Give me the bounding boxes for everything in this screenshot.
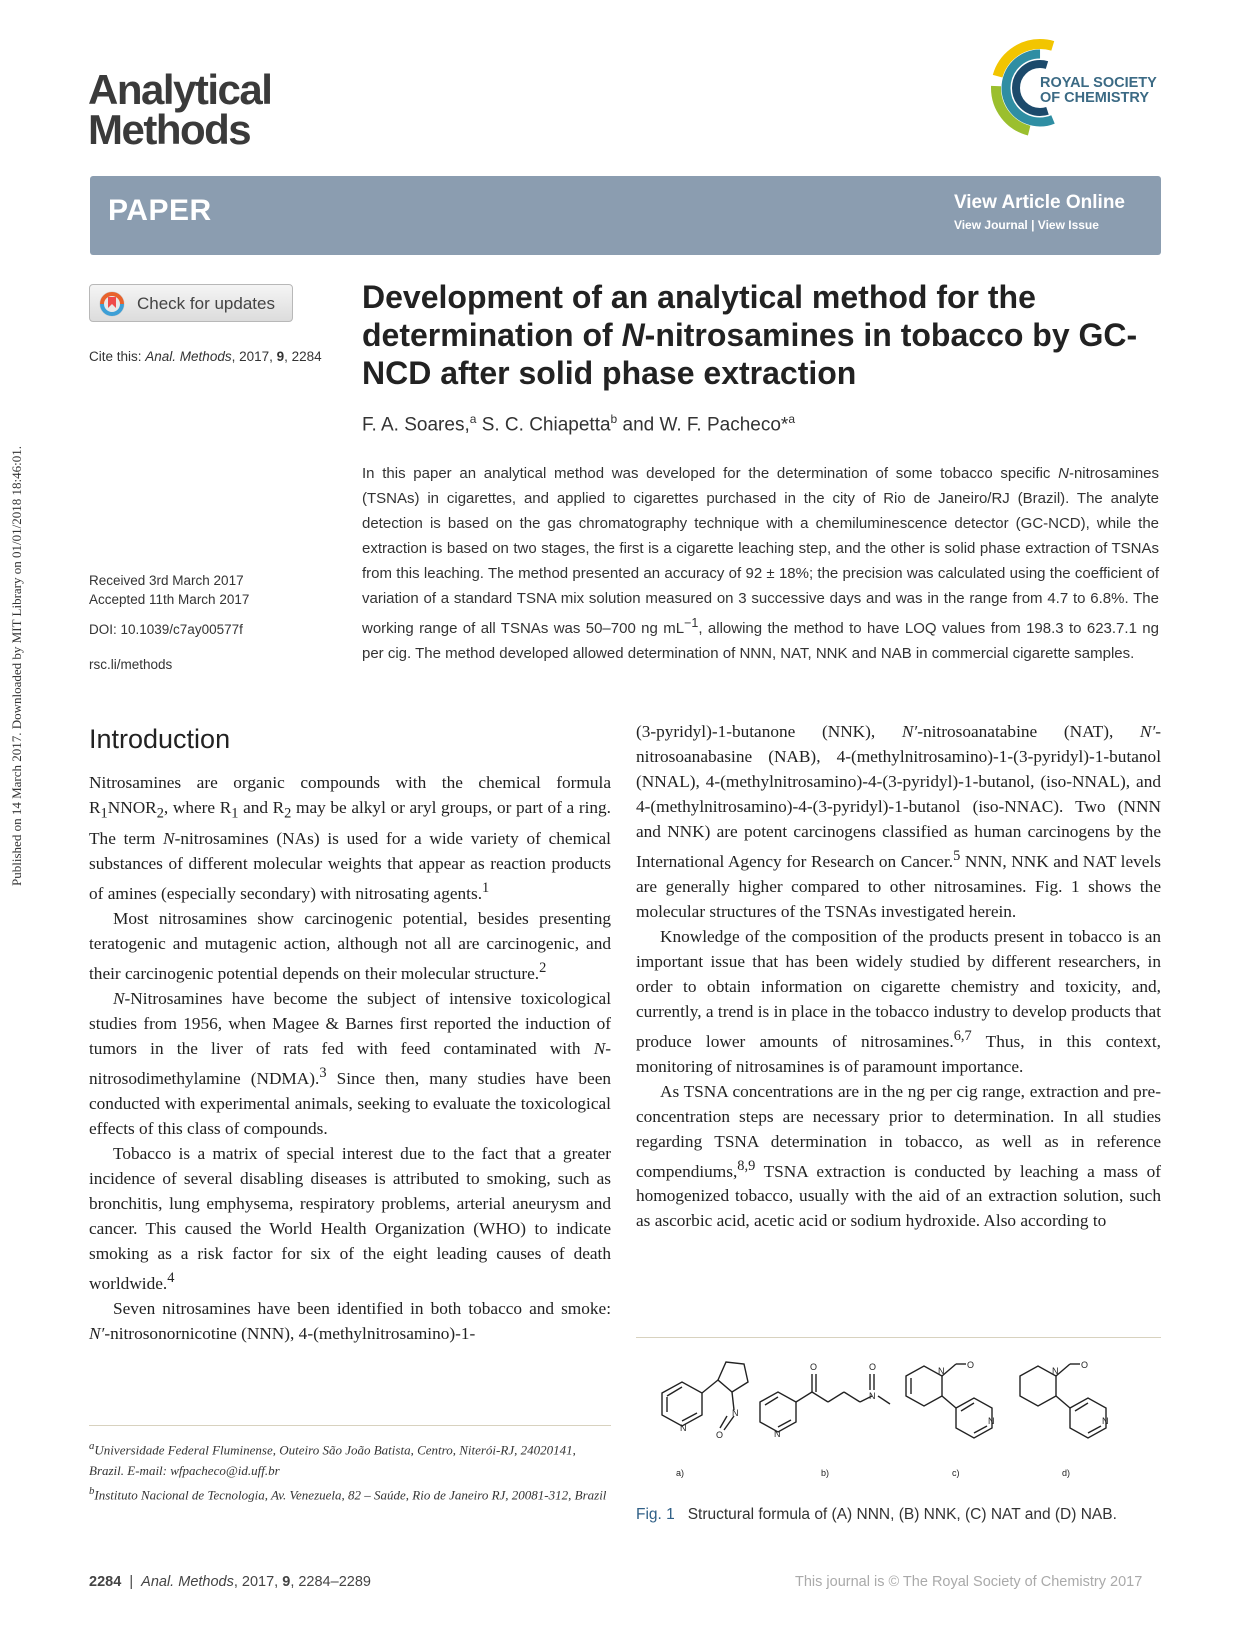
banner-links: [954, 192, 1125, 232]
journal-title-line1: Analytical: [88, 66, 272, 113]
paragraph: Most nitrosamines show carcinogenic potential, besides presenting teratogenic and mutagenic action, although not all are carcinogenic, and their carcinogenic potential depends on their molecular structure.$^2$: [89, 909, 611, 983]
left-column-text: [89, 770, 611, 1346]
paragraph: N-Nitrosamines have become the subject of intensive toxicological studies from 1956, when Magee & Barnes first reported the induction of tumors in the liver of rats fed with feed contaminated with N-nitrosodimethylamine (NDMA).$^3$ Since then, many studies have been conducted with experimental animals, seeking to evaluate the toxicological effects of this class of compounds.: [89, 988, 611, 1138]
paragraph: Tobacco is a matrix of special interest due to the fact that a greater incidence of several disabling diseases is attributed to smoking, such as bronchitis, lung emphysema, respiratory problems, arterial aneurysm and cancer. This caused the World Health Organization (WHO) to indicate smoking as a risk factor for six of the eight leading causes of death worldwide.$^4$: [89, 1143, 611, 1293]
atom-label: N: [680, 1423, 687, 1433]
side-note-text: Published on 14 March 2017. Downloaded by MIT Library on 01/01/2018 18:46:01.: [9, 446, 24, 886]
check-for-updates-button[interactable]: [89, 284, 293, 322]
atom-label: O: [810, 1362, 818, 1372]
journal-title: [88, 66, 272, 153]
atom-label: N: [774, 1429, 781, 1439]
author-list: F. A. Soares,$^a$ S. C. Chiapetta$^b$ and W. F. Pacheco*$^a$: [362, 412, 796, 436]
figure-caption: Fig. 1 Structural formula of (A) NNN, (B) NNK, (C) NAT and (D) NAB.: [636, 1506, 1117, 1523]
doi[interactable]: DOI: 10.1039/c7ay00577f: [89, 622, 243, 637]
footnote-a: $^a$Universidade Federal Fluminense, Outeiro São João Batista, Centro, Niterói-RJ, 24020141, Brazil. E-mail: wfpacheco@id.uff.br: [89, 1440, 576, 1479]
figure-label-d: d): [1062, 1468, 1071, 1478]
paragraph: Seven nitrosamines have been identified in both tobacco and smoke: N′-nitrosonornicotine (NNN), 4-(methylnitrosamino)-1-: [89, 1298, 611, 1343]
right-column-text: [636, 719, 1161, 1233]
received-date: Received 3rd March 2017: [89, 573, 244, 588]
abstract: In this paper an analytical method was developed for the determination of some tobacco specific N-nitrosamines (TSNAs) in cigarettes, and applied to cigarettes purchased in the city of Rio de Janeiro/RJ (Brazil). The analyte detection is based on the gas chromatography technique with a chemiluminescence detector (GC-NCD), while the extraction is based on two stages, the first is a cigarette leaching step, and the other is solid phase extraction of TSNAs from this leaching. The method presented an accuracy of 92 ± 18%; the precision was calculated using the coefficient of variation of a standard TSNA mix solution measured on 3 successive days and was in the range from 4.7 to 6.8%. The working range of all TSNAs was 50–700 ng $mL^{-1}$, allowing the method to have LOQ values from 198.3 to 623.7.1 ng per cig. The method developed allowed determination of NNN, NAT, NNK and NAB in commercial cigarette samples.: [362, 465, 1159, 662]
figure-caption-label: Fig. 1: [636, 1506, 675, 1523]
paragraph: Nitrosamines are organic compounds with the chemical formula $R_1NNOR_2$, where $R_1$ and $R_2$ may be alkyl or aryl groups, or part of a ring. The term N-nitrosamines (NAs) is used for a wide variety of chemical substances of different molecular weights that appear as reaction products of amines (especially secondary) with nitrosating agents.$^1$: [89, 773, 611, 904]
structure-nnk: [760, 1374, 890, 1432]
journal-link[interactable]: rsc.li/methods: [89, 657, 173, 672]
atom-label: N: [988, 1416, 995, 1426]
structure-nnn: [662, 1362, 748, 1430]
journal-title-line2: Methods: [88, 106, 251, 153]
atom-label: O: [716, 1430, 724, 1440]
crossmark-icon: [98, 291, 128, 317]
atom-label: N: [732, 1408, 739, 1418]
footnote-divider: [89, 1425, 611, 1426]
atom-label: N: [1102, 1416, 1109, 1426]
link-separator: |: [1027, 218, 1038, 232]
figure-label-b: b): [821, 1468, 830, 1478]
article-type-label: PAPER: [108, 194, 212, 227]
figure-label-c: c): [952, 1468, 960, 1478]
atom-label: N: [938, 1366, 945, 1376]
atom-label: O: [967, 1360, 975, 1370]
atom-label: O: [869, 1362, 877, 1372]
atom-label: N: [1052, 1366, 1059, 1376]
paper-banner: [90, 176, 1161, 255]
paragraph: Knowledge of the composition of the products present in tobacco is an important issue that has been widely studied by different researchers, in order to obtain information on cigarette chemistry and toxicity, and, currently, a trend is in place in the tobacco industry to develop products that produce lower amounts of nitrosamines.$^{6,7}$ Thus, in this context, monitoring of nitrosamines is of paramount importance.: [636, 926, 1161, 1076]
citation: Cite this: Anal. Methods, 2017, 9, 2284: [89, 349, 322, 364]
paragraph: (3-pyridyl)-1-butanone (NNK), N′-nitrosoanatabine (NAT), N′-nitrosoanabasine (NAB), 4-(methylnitrosamino)-1-(3-pyridyl)-1-butanol (NNAL), 4-(methylnitrosamino)-4-(3-pyridyl)-1-butanol, (iso-NNAL), and 4-(methylnitrosamino)-4-(3-pyridyl)-1-butanol (iso-NNAC). Two (NNN and NNK) are potent carcinogens classified as human carcinogens by the International Agency for Research on Cancer.$^5$ NNN, NNK and NAT levels are generally higher compared to other nitrosamines. Fig. 1 shows the molecular structures of the TSNAs investigated herein.: [636, 722, 1161, 921]
article-title: Development of an analytical method for the determination of N-nitrosamines in tobacco by GC-NCD after solid phase extraction: [362, 279, 1138, 391]
atom-label: O: [1081, 1360, 1089, 1370]
structure-nat: [906, 1364, 992, 1438]
figure-1-structures: [636, 1358, 1161, 1488]
page-footer-citation: 2284 | Anal. Methods, 2017, 9, 2284–2289: [89, 1574, 371, 1590]
check-for-updates-label: Check for updates: [137, 294, 275, 313]
atom-label: N: [869, 1391, 876, 1401]
figure-divider: [636, 1337, 1161, 1338]
view-issue-link[interactable]: View Issue: [1037, 218, 1099, 232]
paragraph: As TSNA concentrations are in the ng per cig range, extraction and pre-concentration steps are necessary prior to determination. In all studies regarding TSNA determination in tobacco, as well as in reference compendiums,$^{8,9}$ TSNA extraction is conducted by leaching a mass of homogenized tobacco, usually with the aid of an extraction solution, such as ascorbic acid, acetic acid or sodium hydroxide. Also according to: [636, 1081, 1161, 1231]
rsc-logo-text: ROYAL SOCIETY OF CHEMISTRY: [1040, 75, 1157, 106]
page-footer-copyright: This journal is © The Royal Society of Chemistry 2017: [795, 1574, 1143, 1590]
structure-nab: [1020, 1364, 1106, 1438]
publication-side-note: [0, 386, 34, 946]
footnotes: [89, 1436, 611, 1506]
view-article-online-link[interactable]: View Article Online: [953, 192, 1125, 213]
footnote-b: $^b$Instituto Nacional de Tecnologia, Av. Venezuela, 82 – Saúde, Rio de Janeiro RJ, 20081-312, Brazil: [89, 1485, 607, 1503]
view-journal-link[interactable]: View Journal: [953, 218, 1028, 232]
accepted-date: Accepted 11th March 2017: [89, 592, 250, 607]
figure-label-a: a): [676, 1468, 685, 1478]
section-heading-introduction: Introduction: [89, 724, 231, 754]
